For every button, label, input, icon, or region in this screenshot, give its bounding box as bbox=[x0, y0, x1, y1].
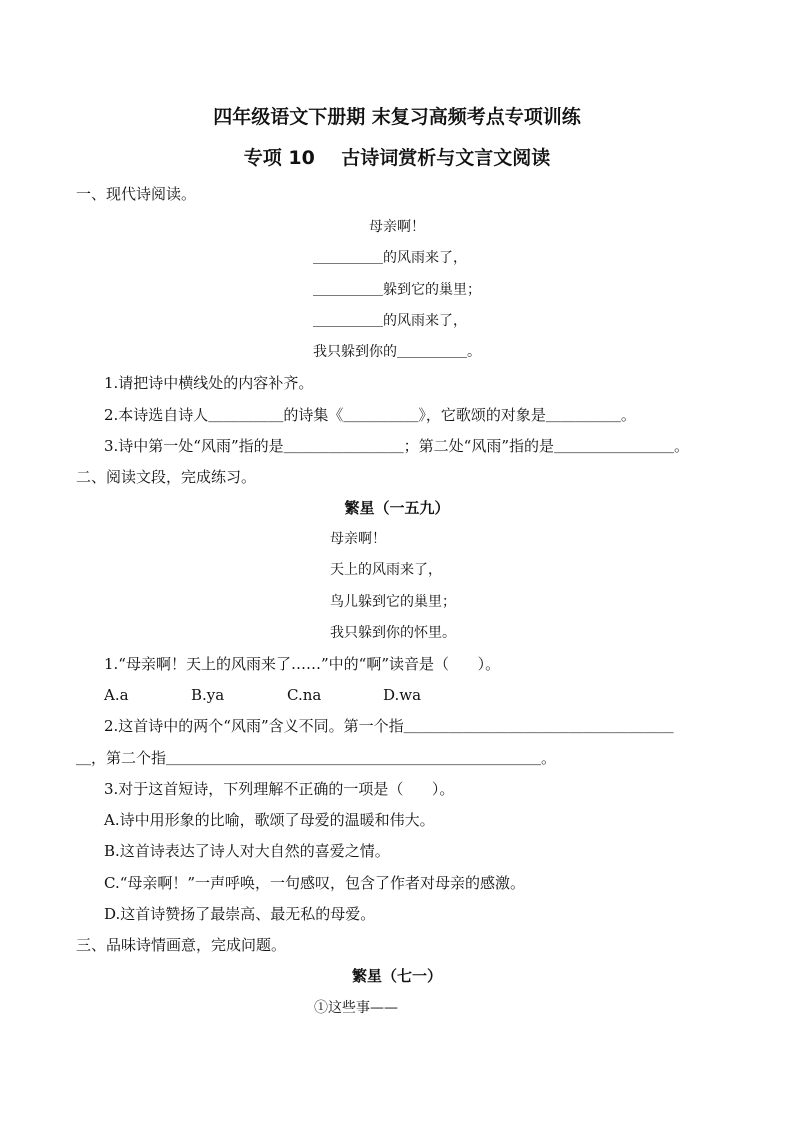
s1-poem-line: 母亲啊！ bbox=[369, 219, 425, 235]
section2-heading: 二、阅读文段，完成练习。 bbox=[76, 468, 257, 486]
section3-heading: 三、品味诗情画意，完成问题。 bbox=[76, 936, 287, 954]
s1-poem-line: ＿＿＿＿＿躲到它的巢里； bbox=[313, 282, 481, 298]
s3-poem-title: 繁星（七一） bbox=[351, 967, 442, 985]
s2-q3-option: D.这首诗赞扬了最崇高、最无私的母爱。 bbox=[104, 905, 376, 923]
s1-question-1: 1.请把诗中横线处的内容补齐。 bbox=[104, 374, 314, 392]
s2-poem-line: 天上的风雨来了， bbox=[330, 562, 442, 578]
s2-poem-title: 繁星（一五九） bbox=[344, 499, 450, 517]
s1-poem-line: ＿＿＿＿＿的风雨来了， bbox=[313, 250, 467, 266]
s2-question-2: 2.这首诗中的两个“风雨”含义不同。第一个指＿＿＿＿＿＿＿＿＿＿＿＿＿＿＿＿＿＿ bbox=[104, 717, 674, 735]
s1-question-2: 2.本诗选自诗人＿＿＿＿＿的诗集《＿＿＿＿＿》，它歌颂的对象是＿＿＿＿＿。 bbox=[104, 406, 636, 424]
s1-poem-line: ＿＿＿＿＿的风雨来了， bbox=[313, 313, 467, 329]
s2-question-1: 1.“母亲啊！天上的风雨来了……”中的“啊”读音是（ ）。 bbox=[104, 655, 501, 673]
s2-question-2-cont: ＿，第二个指＿＿＿＿＿＿＿＿＿＿＿＿＿＿＿＿＿＿＿＿＿＿＿＿＿。 bbox=[76, 749, 557, 767]
s2-option-a: A.a bbox=[104, 686, 129, 704]
s2-poem-line: 我只躲到你的怀里。 bbox=[330, 625, 456, 641]
page-subtitle: 专项 10 古诗词赏析与文言文阅读 bbox=[243, 147, 551, 169]
s2-question-3: 3.对于这首短诗，下列理解不正确的一项是（ ）。 bbox=[104, 780, 455, 798]
section1-heading: 一、现代诗阅读。 bbox=[76, 185, 197, 203]
page-title: 四年级语文下册期 末复习高频考点专项训练 bbox=[213, 106, 581, 128]
s2-poem-line: 鸟儿躲到它的巢里； bbox=[330, 594, 456, 610]
s2-option-c: C.na bbox=[287, 686, 322, 704]
s2-poem-line: 母亲啊！ bbox=[330, 531, 386, 547]
s2-option-d: D.wa bbox=[383, 686, 422, 704]
s2-q3-option: A.诗中用形象的比喻，歌颂了母爱的温暖和伟大。 bbox=[104, 811, 435, 829]
s1-question-3: 3.诗中第一处“风雨”指的是＿＿＿＿＿＿＿＿；第二处“风雨”指的是＿＿＿＿＿＿＿＿。 bbox=[104, 437, 689, 455]
s2-option-b: B.ya bbox=[191, 686, 225, 704]
s2-q3-option: C.“母亲啊！”一声呼唤，一句感叹，包含了作者对母亲的感激。 bbox=[104, 874, 526, 892]
s2-q3-option: B.这首诗表达了诗人对大自然的喜爱之情。 bbox=[104, 842, 390, 860]
s3-poem-line: ①这些事—— bbox=[314, 1000, 398, 1016]
s1-poem-line: 我只躲到你的＿＿＿＿＿。 bbox=[313, 344, 481, 360]
